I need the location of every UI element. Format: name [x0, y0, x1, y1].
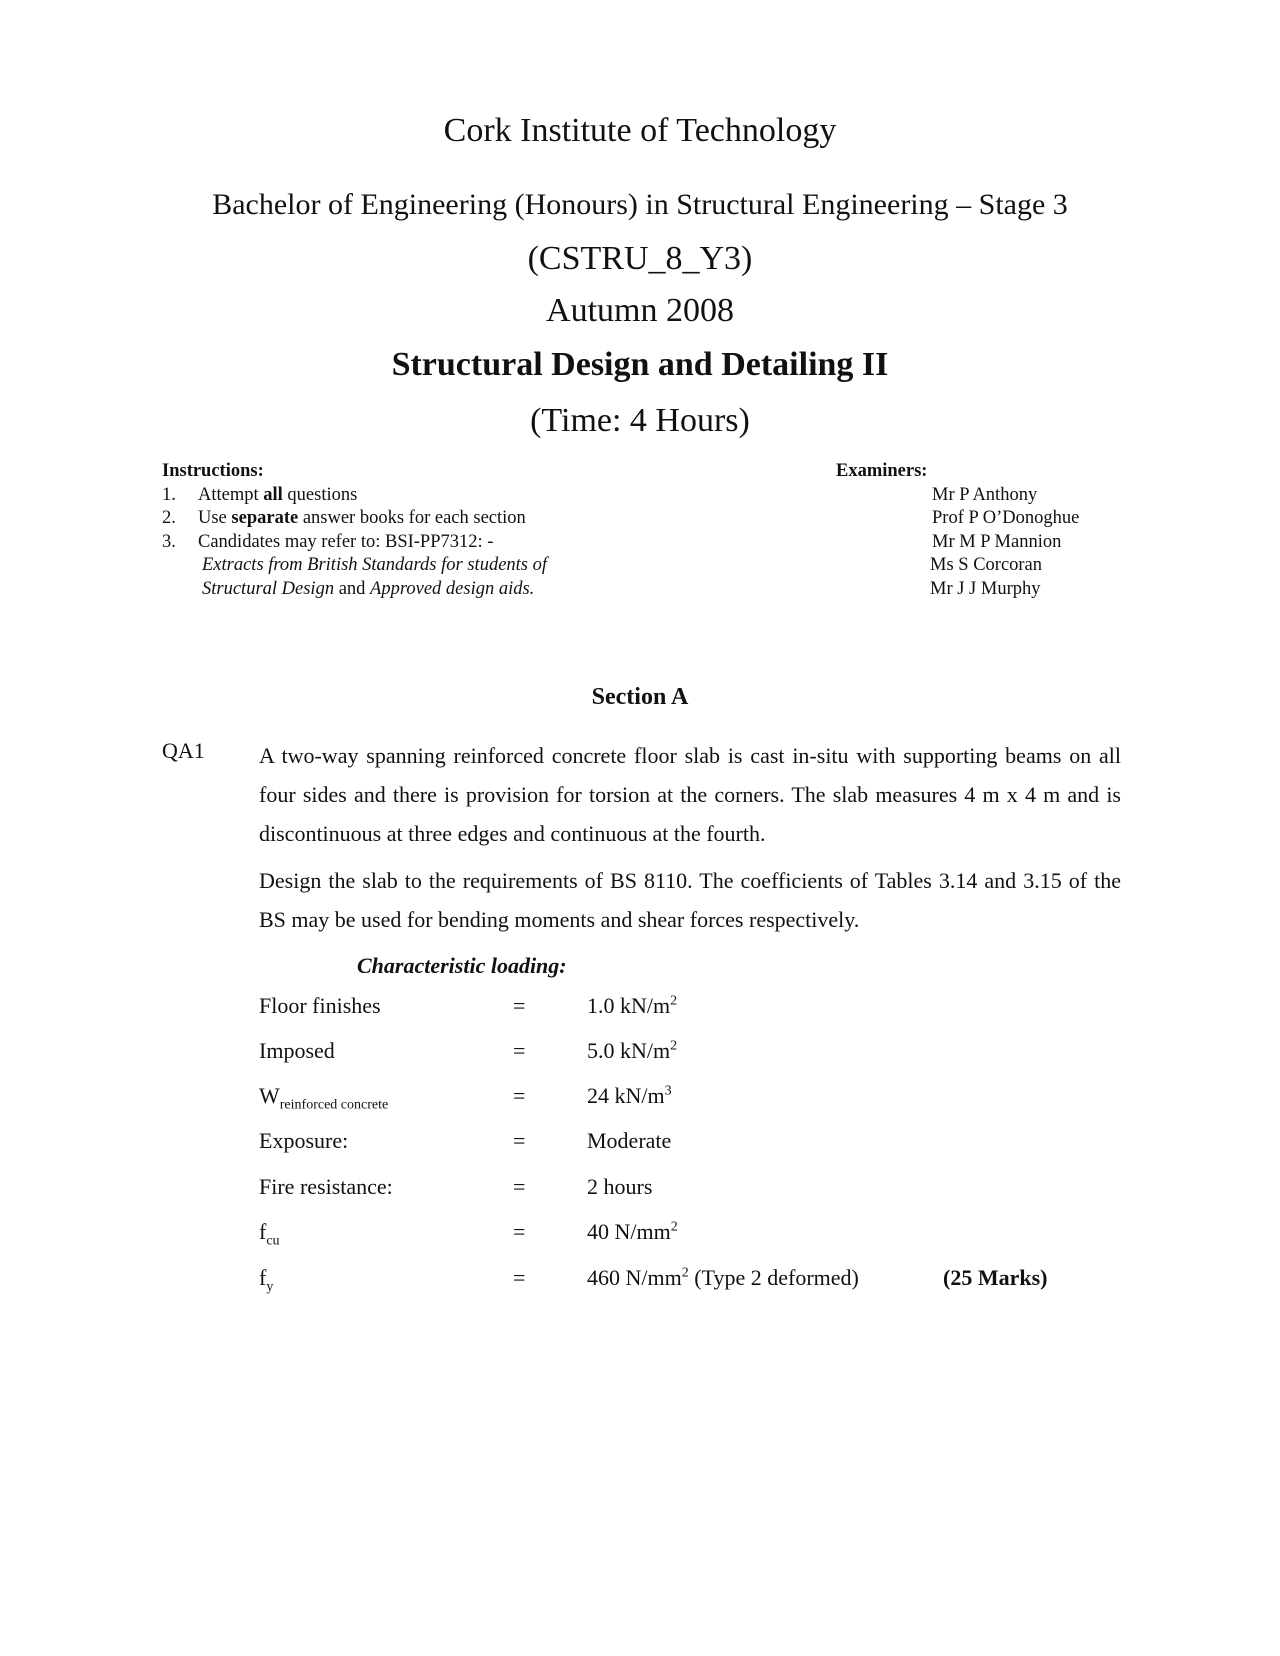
loading-label: Imposed [259, 1038, 335, 1063]
instruction-emphasis: separate [231, 508, 299, 528]
loading-value: 5.0 $kN/m^2$ [587, 1038, 678, 1063]
instruction-item [162, 507, 762, 531]
reference-line [162, 578, 762, 602]
loading-value: 1.0 $kN/m^2$ [587, 993, 678, 1018]
instructions-title: Instructions: [162, 461, 264, 481]
examiner-name: Mr M P Mannion [932, 531, 1062, 552]
examiner-name: Prof P O’Donoghue [932, 508, 1080, 528]
loading-title: Characteristic loading: [357, 953, 567, 978]
loading-value: 40 $N/mm^2$ [587, 1219, 678, 1244]
institution-name: Cork Institute of Technology [443, 112, 837, 149]
reference-joiner: and [334, 578, 371, 599]
loading-value: 24 $kN/m^3$ [587, 1083, 672, 1108]
examiners-block [836, 460, 1156, 601]
loading-value: 460 $N/mm^2$ (Type 2 deformed) [587, 1265, 859, 1290]
reference-line: Extracts from British Standards for students of [202, 555, 548, 575]
instructions-block [162, 460, 762, 601]
question-paragraph: A two-way spanning reinforced concrete floor slab is cast in-situ with supporting beams on all four sides and there is provision for torsion at the corners. The slab measures 4 m x 4 m and is discontinuous at three edges and continuous at the fourth. [259, 743, 1121, 846]
instruction-text: Use [198, 508, 232, 528]
question-body [259, 736, 1121, 947]
equals-sign: = [513, 1219, 526, 1244]
loading-label: Floor finishes [259, 993, 381, 1018]
examiner-name: Mr P Anthony [932, 484, 1038, 505]
loading-label: Fire resistance: [259, 1174, 393, 1199]
loading-value: Moderate [587, 1128, 672, 1153]
instruction-number: 2. [162, 508, 176, 528]
reference-title: Approved design aids. [370, 578, 535, 599]
loading-value: 2 hours [587, 1174, 653, 1199]
instruction-text: Candidates may refer to: BSI-PP7312: - [198, 531, 494, 552]
equals-sign: = [513, 1265, 526, 1290]
question-paragraph: Design the slab to the requirements of BS 8110. The coefficients of Tables 3.14 and 3.15 of the BS may be used for bending moments and shear forces respectively. [259, 868, 1121, 932]
loading-label: $f_y$ [259, 1265, 274, 1295]
instruction-item [162, 484, 762, 508]
exam-duration: (Time: 4 Hours) [530, 402, 750, 439]
instruction-text: questions [282, 484, 358, 505]
examiner-name: Mr J J Murphy [930, 578, 1041, 599]
instruction-number: 3. [162, 531, 176, 552]
equals-sign: = [513, 1174, 526, 1199]
exam-term: Autumn 2008 [546, 292, 734, 329]
loading-label: Exposure: [259, 1128, 349, 1153]
instruction-item [162, 531, 762, 555]
section-title: Section A [591, 684, 689, 710]
examiners-title: Examiners: [836, 461, 928, 481]
programme-code: (CSTRU_8_Y3) [527, 240, 753, 277]
instruction-number: 1. [162, 484, 176, 505]
subject-title: Structural Design and Detailing II [391, 346, 889, 383]
loading-label: $W_{reinforced concrete}$ [259, 1083, 389, 1113]
equals-sign: = [513, 993, 526, 1018]
equals-sign: = [513, 1083, 526, 1108]
equals-sign: = [513, 1128, 526, 1153]
instruction-text: Attempt [198, 484, 264, 505]
programme-title: Bachelor of Engineering (Honours) in Structural Engineering – Stage 3 [212, 188, 1068, 221]
instruction-text: answer books for each section [298, 508, 526, 528]
examiner-name: Ms S Corcoran [930, 555, 1043, 575]
marks-label: (25 Marks) [943, 1265, 1048, 1290]
question-number: QA1 [162, 738, 205, 763]
instruction-emphasis: all [263, 484, 283, 505]
reference-title: Structural Design [202, 578, 335, 599]
equals-sign: = [513, 1038, 526, 1063]
loading-label: $f_{cu}$ [259, 1219, 280, 1249]
